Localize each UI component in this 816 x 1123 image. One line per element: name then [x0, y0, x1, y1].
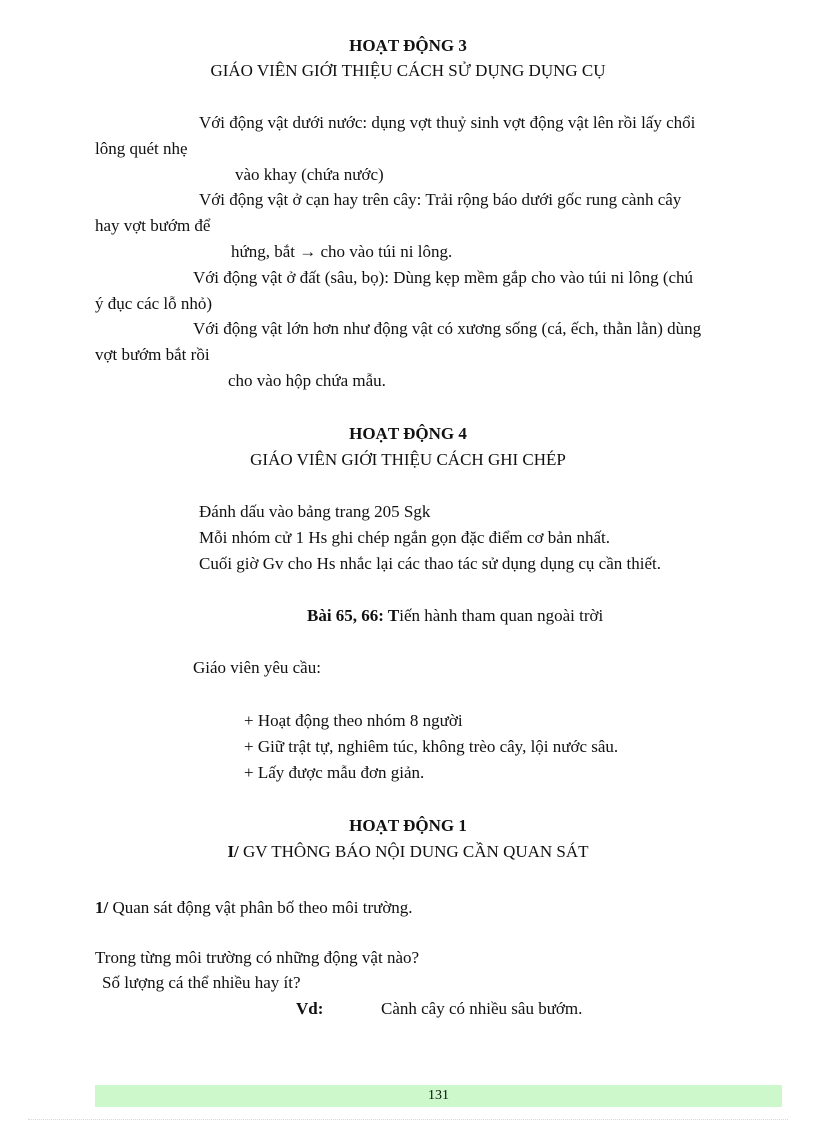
example-text: Cành cây có nhiều sâu bướm. [381, 999, 583, 1018]
paragraph-line: hứng, bắt → cho vào túi ni lông. [231, 242, 453, 261]
lesson-title-bold: Bài 65, 66: T [307, 606, 400, 625]
paragraph-line: Mỗi nhóm cử 1 Hs ghi chép ngắn gọn đặc điểm cơ bản nhất. [199, 528, 611, 547]
list-item: + Giữ trật tự, nghiêm túc, không trèo cây, lội nước sâu. [244, 737, 619, 756]
section-heading: HOẠT ĐỘNG 4 [349, 424, 467, 443]
paragraph-line: lông quét nhẹ [95, 139, 188, 158]
section-subheading: GIÁO VIÊN GIỚI THIỆU CÁCH GHI CHÉP [250, 450, 566, 469]
question-line: Số lượng cá thể nhiều hay ít? [102, 973, 301, 992]
list-item: + Hoạt động theo nhóm 8 người [244, 711, 463, 730]
point-text: Quan sát động vật phân bố theo môi trường. [108, 898, 413, 917]
paragraph-line: vợt bướm bắt rồi [95, 345, 210, 364]
paragraph-line: Với động vật ở cạn hay trên cây: Trải rộng báo dưới gốc rung cành cây [199, 190, 682, 209]
paragraph-line: Cuối giờ Gv cho Hs nhắc lại các thao tác sử dụng dụng cụ cần thiết. [199, 554, 661, 573]
page-footer [95, 1085, 782, 1107]
footer-divider [28, 1119, 788, 1120]
page-number: 131 [428, 1088, 449, 1103]
subheading-text: GV THÔNG BÁO NỘI DUNG CẦN QUAN SÁT [238, 842, 589, 861]
paragraph-line: Với động vật lớn hơn như động vật có xương sống (cá, ếch, thằn lằn) dùng [193, 319, 702, 338]
paragraph-line: Với động vật dưới nước: dụng vợt thuỷ sinh vợt động vật lên rồi lấy chổi [199, 113, 696, 132]
paragraph-line: vào khay (chứa nước) [235, 165, 384, 184]
paragraph-line: cho vào hộp chứa mẫu. [228, 371, 386, 390]
question-line: Trong từng môi trường có những động vật nào? [95, 948, 420, 967]
section-heading: HOẠT ĐỘNG 3 [349, 36, 467, 55]
list-item: + Lấy được mẫu đơn giản. [244, 763, 425, 782]
section-subheading [0, 841, 816, 863]
section-subheading: GIÁO VIÊN GIỚI THIỆU CÁCH SỬ DỤNG DỤNG CỤ [210, 61, 606, 80]
paragraph-line: hay vợt bướm để [95, 216, 211, 235]
paragraph-line: Với động vật ở đất (sâu, bọ): Dùng kẹp mềm gắp cho vào túi ni lông (chú [193, 268, 694, 287]
lesson-title-rest: iến hành tham quan ngoài trời [399, 606, 604, 625]
point-number: 1/ [95, 898, 109, 917]
paragraph-line: Đánh dấu vào bảng trang 205 Sgk [199, 502, 431, 521]
point-title [95, 897, 413, 919]
example-label: Vd: [296, 999, 324, 1018]
section-heading: HOẠT ĐỘNG 1 [349, 816, 467, 835]
lesson-intro: Giáo viên yêu cầu: [193, 658, 321, 677]
subheading-number: I/ [227, 842, 239, 861]
paragraph-line: ý đục các lỗ nhỏ) [95, 294, 213, 313]
lesson-title [307, 605, 603, 627]
